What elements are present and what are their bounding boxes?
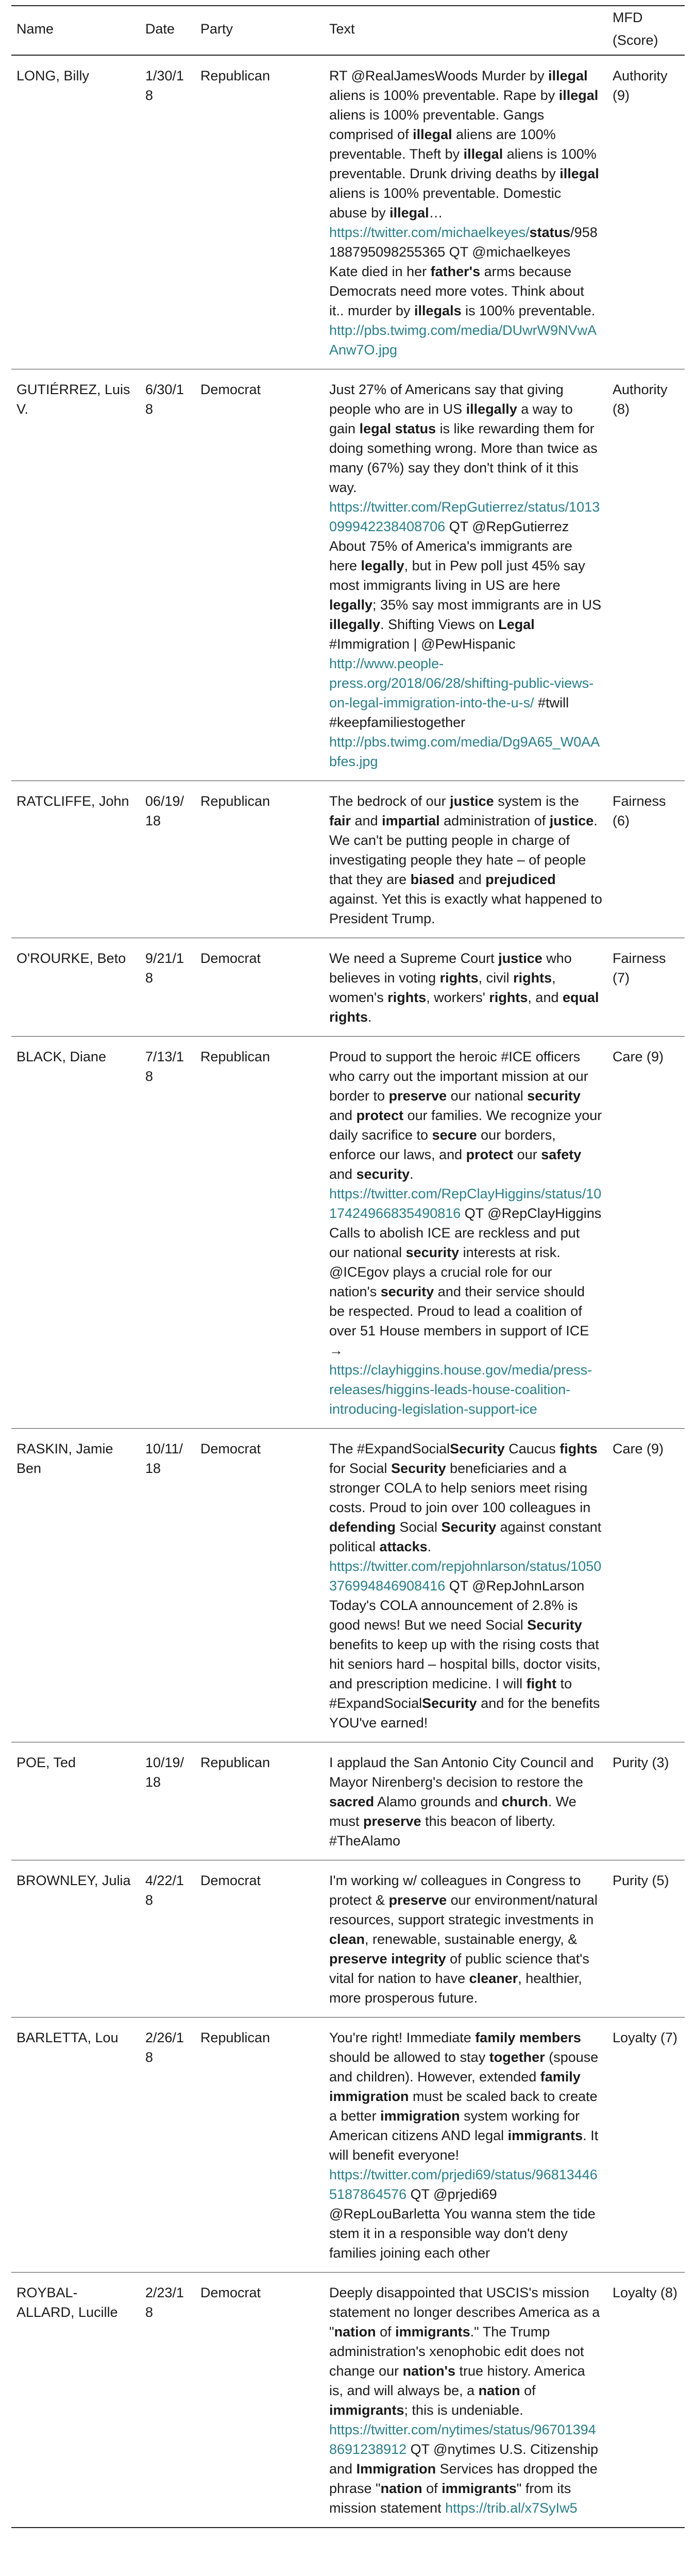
- tweet-text: The #ExpandSocial: [329, 1441, 450, 1456]
- tweet-link[interactable]: https://twitter.com/RepGutierrez/status/1013099942238408706: [329, 499, 600, 534]
- tweet-text: to #ExpandSocial: [329, 1676, 572, 1711]
- tweet-text: QT @RepJohnLarson Today's COLA announcement of 2.8% is good news! But we need Social: [329, 1578, 585, 1633]
- tweet-text: a way to gain: [329, 401, 573, 436]
- cell-date: 10/11/18: [140, 1429, 195, 1742]
- tweet-text: Proud to support the heroic #ICE officers who carry out the important mission at our border to: [329, 1049, 588, 1104]
- tweet-link[interactable]: https://twitter.com/michaelkeyes/: [329, 225, 530, 240]
- moral-foundations-table: [11, 5, 685, 2528]
- cell-text: [324, 938, 607, 1037]
- cell-text: [324, 2018, 607, 2273]
- cell-mfd: Purity (5): [607, 1860, 685, 2018]
- cell-mfd: Authority (9): [607, 55, 685, 369]
- keyword-highlight: illegal: [559, 166, 599, 181]
- keyword-highlight: impartial: [382, 813, 440, 828]
- keyword-highlight: together: [489, 2049, 545, 2065]
- keyword-highlight: status: [529, 225, 571, 240]
- tweet-text: and their service should be respected. Proud to lead a coalition of over 51 House members in support of ICE →: [329, 1284, 589, 1358]
- keyword-highlight: nation: [334, 2324, 376, 2340]
- tweet-text: of: [422, 2481, 442, 2496]
- tweet-text: #Immigration | @PewHispanic: [329, 636, 516, 652]
- tweet-text: Alamo grounds and: [374, 1794, 502, 1809]
- tweet-text: ; this is undeniable.: [404, 2402, 523, 2418]
- keyword-highlight: equal rights: [329, 990, 599, 1025]
- tweet-link[interactable]: https://twitter.com/nytimes/status/967013948691238912: [329, 2422, 596, 2457]
- table-row: [11, 938, 685, 1037]
- keyword-highlight: family members: [475, 2030, 581, 2045]
- keyword-highlight: legally: [361, 558, 404, 573]
- keyword-highlight: father's: [430, 264, 481, 279]
- tweet-link[interactable]: http://pbs.twimg.com/media/Dg9A65_W0AAbfes.jpg: [329, 734, 600, 769]
- table-row: [11, 1037, 685, 1429]
- tweet-text: Deeply disappointed that USCIS's mission statement no longer describes America as a ": [329, 2285, 600, 2340]
- keyword-highlight: cleaner: [469, 1971, 518, 1986]
- tweet-text: . We must: [329, 1794, 576, 1829]
- tweet-text: .: [410, 1166, 414, 1182]
- keyword-highlight: clean: [329, 1931, 365, 1947]
- keyword-highlight: church: [501, 1794, 548, 1809]
- header-mfd: MFD (Score): [607, 6, 685, 55]
- keyword-highlight: fight: [526, 1676, 557, 1691]
- cell-party: Republican: [195, 781, 324, 938]
- tweet-text: Services has dropped the phrase ": [329, 2461, 598, 2496]
- tweet-text: QT @prjedi69 @RepLouBarletta You wanna stem the tide stem it in a responsible way don't deny families joining each other: [329, 2187, 596, 2261]
- keyword-highlight: immigrants: [329, 2402, 404, 2418]
- tweet-text: and: [351, 813, 382, 828]
- keyword-highlight: justice: [549, 813, 594, 828]
- tweet-text: QT @RepClayHiggins Calls to abolish ICE are reckless and put our national: [329, 1206, 602, 1260]
- cell-name: RATCLIFFE, John: [11, 781, 140, 938]
- keyword-highlight: security: [405, 1245, 460, 1260]
- header-row: [11, 6, 685, 55]
- cell-mfd: Fairness (7): [607, 938, 685, 1037]
- keyword-highlight: safety: [541, 1147, 582, 1162]
- table-row: [11, 1429, 685, 1742]
- keyword-highlight: Security: [450, 1441, 505, 1456]
- keyword-highlight: immigrants: [507, 2128, 583, 2143]
- table-row: [11, 2018, 685, 2273]
- tweet-text: (spouse and children). However, extended: [329, 2049, 599, 2084]
- keyword-highlight: family immigration: [329, 2069, 581, 2104]
- keyword-highlight: rights: [513, 970, 552, 986]
- tweet-text: our: [513, 1147, 541, 1162]
- keyword-highlight: illegal: [389, 205, 429, 221]
- tweet-link[interactable]: https://trib.al/x7SyIw5: [445, 2500, 578, 2516]
- tweet-text: our environment/natural resources, support strategic investments in: [329, 1892, 598, 1927]
- keyword-highlight: rights: [489, 990, 528, 1005]
- tweet-text: and: [454, 872, 486, 887]
- tweet-text: aliens is 100% preventable. Domestic abuse by: [329, 185, 562, 221]
- cell-date: 2/23/18: [140, 2273, 195, 2528]
- tweet-text: ." The Trump administration's xenophobic edit does not change our: [329, 2324, 584, 2379]
- tweet-text: , and: [528, 990, 563, 1005]
- table-row: [11, 781, 685, 938]
- keyword-highlight: Security: [527, 1617, 582, 1633]
- cell-mfd: Loyalty (8): [607, 2273, 685, 2528]
- cell-name: ROYBAL-ALLARD, Lucille: [11, 2273, 140, 2528]
- tweet-text: system working for American citizens AND legal: [329, 2108, 580, 2143]
- table-header: [11, 6, 685, 55]
- keyword-highlight: sacred: [329, 1794, 375, 1809]
- tweet-text: and: [329, 1108, 357, 1123]
- cell-date: 7/13/18: [140, 1037, 195, 1429]
- tweet-text: QT @nytimes U.S. Citizenship and: [329, 2442, 599, 2477]
- tweet-text: …: [429, 205, 443, 221]
- cell-name: LONG, Billy: [11, 55, 140, 369]
- tweet-text: aliens is 100% preventable. Drunk driving deaths by: [329, 146, 597, 181]
- keyword-highlight: rights: [387, 990, 427, 1005]
- tweet-link[interactable]: http://www.people-press.org/2018/06/28/shifting-public-views-on-legal-immigration-into-the-u-s/: [329, 656, 594, 710]
- keyword-highlight: legal status: [359, 421, 436, 436]
- tweet-text: benefits to keep up with the rising costs that hit seniors hard – hospital bills, doctor visits, and prescription medicine. I will: [329, 1637, 601, 1691]
- tweet-text: should be allowed to stay: [329, 2049, 489, 2065]
- keyword-highlight: immigration: [380, 2108, 460, 2124]
- tweet-text: interests at risk. @ICEgov plays a crucial role for our nation's: [329, 1245, 561, 1299]
- tweet-text: this beacon of liberty. #TheAlamo: [329, 1814, 556, 1849]
- keyword-highlight: preserve integrity: [329, 1951, 446, 1967]
- keyword-highlight: nation: [478, 2383, 520, 2398]
- keyword-highlight: Security: [422, 1696, 477, 1711]
- tweet-text: beneficiaries and a stronger COLA to help seniors meet rising costs. Proud to join over 100 colleagues in: [329, 1461, 591, 1515]
- keyword-highlight: protect: [356, 1108, 404, 1123]
- tweet-text: The bedrock of our: [329, 793, 450, 809]
- tweet-text: I applaud the San Antonio City Council and Mayor Nirenberg's decision to restore the: [329, 1755, 594, 1790]
- tweet-text: Just 27% of Americans say that giving people who are in US: [329, 382, 564, 417]
- tweet-text: , healthier, more prosperous future.: [329, 1971, 582, 2006]
- tweet-text: You're right! Immediate: [329, 2030, 476, 2045]
- header-name: Name: [11, 6, 140, 55]
- tweet-text: I'm working w/ colleagues in Congress to protect &: [329, 1873, 581, 1908]
- table-row: [11, 1742, 685, 1860]
- keyword-highlight: rights: [439, 970, 479, 986]
- tweet-text: of public science that's vital for nation to have: [329, 1951, 589, 1986]
- cell-text: [324, 55, 607, 369]
- tweet-link[interactable]: https://twitter.com/RepClayHiggins/status/1017424966835490816: [329, 1186, 602, 1221]
- cell-party: Democrat: [195, 2273, 324, 2528]
- cell-name: POE, Ted: [11, 1742, 140, 1860]
- keyword-highlight: Immigration: [356, 2461, 436, 2477]
- tweet-text: .: [427, 1539, 432, 1554]
- cell-name: BROWNLEY, Julia: [11, 1860, 140, 2018]
- tweet-text: our national: [447, 1088, 528, 1104]
- cell-text: [324, 1429, 607, 1742]
- tweet-text: of: [520, 2383, 536, 2398]
- tweet-text: /958188795098255365 QT @michaelkeyes Kate died in her: [329, 225, 598, 279]
- keyword-highlight: illegal: [548, 68, 588, 83]
- table-row: [11, 369, 685, 781]
- keyword-highlight: justice: [450, 793, 494, 809]
- cell-mfd: Fairness (6): [607, 781, 685, 938]
- tweet-text: who believes in voting: [329, 951, 572, 986]
- keyword-highlight: illegally: [329, 617, 381, 632]
- cell-name: RASKIN, Jamie Ben: [11, 1429, 140, 1742]
- tweet-text: is 100% preventable.: [461, 303, 596, 318]
- tweet-text: and for the benefits YOU've earned!: [329, 1696, 600, 1731]
- cell-mfd: Care (9): [607, 1037, 685, 1429]
- tweet-text: must be scaled back to create a better: [329, 2089, 598, 2124]
- cell-date: 4/22/18: [140, 1860, 195, 2018]
- tweet-text: #twill #keepfamiliestogether: [329, 695, 569, 730]
- header-text: Text: [324, 6, 607, 55]
- cell-name: O'ROURKE, Beto: [11, 938, 140, 1037]
- tweet-text: , but in Pew poll just 45% say most immigrants living in US are here: [329, 558, 585, 593]
- tweet-text: for Social: [329, 1461, 392, 1476]
- cell-mfd: Loyalty (7): [607, 2018, 685, 2273]
- tweet-text: true history. America is, and will always be, a: [329, 2363, 585, 2398]
- cell-party: Republican: [195, 1037, 324, 1429]
- keyword-highlight: security: [380, 1284, 434, 1299]
- tweet-text: administration of: [439, 813, 550, 828]
- tweet-text: .: [368, 1009, 372, 1025]
- keyword-highlight: secure: [432, 1127, 477, 1143]
- keyword-highlight: illegal: [413, 127, 452, 142]
- cell-text: [324, 1037, 607, 1429]
- cell-text: [324, 781, 607, 938]
- tweet-link[interactable]: https://clayhiggins.house.gov/media/press-releases/higgins-leads-house-coalition-introducing-legislation-support-ice: [329, 1362, 592, 1417]
- tweet-link[interactable]: https://twitter.com/prjedi69/status/968134465187864576: [329, 2167, 598, 2202]
- tweet-text: system is the: [494, 793, 579, 809]
- cell-text: [324, 369, 607, 781]
- keyword-highlight: preserve: [363, 1814, 421, 1829]
- tweet-text: is like rewarding them for doing something wrong. More than twice as many (67%) say they don't think of it this way.: [329, 421, 598, 495]
- cell-date: 2/26/18: [140, 2018, 195, 2273]
- cell-party: Republican: [195, 2018, 324, 2273]
- tweet-text: , renewable, sustainable energy, &: [365, 1931, 578, 1947]
- tweet-text: , workers': [426, 990, 489, 1005]
- keyword-highlight: immigrants: [395, 2324, 470, 2340]
- keyword-highlight: security: [527, 1088, 581, 1104]
- tweet-text: " from its mission statement: [329, 2481, 571, 2516]
- cell-party: Democrat: [195, 938, 324, 1037]
- keyword-highlight: attacks: [379, 1539, 428, 1554]
- tweet-text: Caucus: [504, 1441, 560, 1456]
- keyword-highlight: fights: [559, 1441, 598, 1456]
- keyword-highlight: immigrants: [442, 2481, 517, 2496]
- cell-party: Democrat: [195, 369, 324, 781]
- cell-date: 9/21/18: [140, 938, 195, 1037]
- cell-text: [324, 2273, 607, 2528]
- cell-date: 6/30/18: [140, 369, 195, 781]
- keyword-highlight: security: [356, 1166, 410, 1182]
- cell-name: BLACK, Diane: [11, 1037, 140, 1429]
- keyword-highlight: fair: [329, 813, 351, 828]
- keyword-highlight: Security: [441, 1519, 497, 1535]
- cell-mfd: Authority (8): [607, 369, 685, 781]
- header-party: Party: [195, 6, 324, 55]
- tweet-text: aliens is 100% preventable. Gangs comprised of: [329, 107, 545, 142]
- tweet-text: our families. We recognize your daily sacrifice to: [329, 1108, 602, 1143]
- cell-party: Republican: [195, 55, 324, 369]
- tweet-text: of: [376, 2324, 396, 2340]
- tweet-text: We need a Supreme Court: [329, 951, 499, 966]
- table-row: [11, 55, 685, 369]
- tweet-text: and: [329, 1166, 357, 1182]
- header-date: Date: [140, 6, 195, 55]
- keyword-highlight: biased: [410, 872, 455, 887]
- keyword-highlight: protect: [466, 1147, 514, 1162]
- keyword-highlight: nation's: [402, 2363, 456, 2379]
- keyword-highlight: Security: [391, 1461, 446, 1476]
- tweet-text: , women's: [329, 970, 556, 1005]
- cell-date: 06/19/18: [140, 781, 195, 938]
- tweet-text: aliens are 100% preventable. Theft by: [329, 127, 556, 162]
- keyword-highlight: illegally: [466, 401, 517, 417]
- cell-text: [324, 1742, 607, 1860]
- tweet-text: against constant political: [329, 1519, 602, 1554]
- tweet-text: RT @RealJamesWoods Murder by: [329, 68, 549, 83]
- tweet-text: QT @RepGutierrez About 75% of America's immigrants are here: [329, 519, 572, 573]
- cell-party: Democrat: [195, 1860, 324, 2018]
- cell-text: [324, 1860, 607, 2018]
- cell-party: Republican: [195, 1742, 324, 1860]
- cell-name: BARLETTA, Lou: [11, 2018, 140, 2273]
- cell-party: Democrat: [195, 1429, 324, 1742]
- keyword-highlight: defending: [329, 1519, 396, 1535]
- tweet-text: . We can't be putting people in charge of investigating people they hate – of people that they are: [329, 813, 598, 887]
- table-row: [11, 1860, 685, 2018]
- keyword-highlight: illegals: [414, 303, 462, 318]
- table-row: [11, 2273, 685, 2528]
- keyword-highlight: justice: [498, 951, 542, 966]
- tweet-text: . It will benefit everyone!: [329, 2128, 599, 2163]
- tweet-text: aliens is 100% preventable. Rape by: [329, 88, 559, 103]
- keyword-highlight: nation: [380, 2481, 422, 2496]
- cell-mfd: Care (9): [607, 1429, 685, 1742]
- table-body: [11, 55, 685, 2528]
- tweet-text: Social: [396, 1519, 442, 1535]
- cell-date: 1/30/18: [140, 55, 195, 369]
- tweet-text: ; 35% say most immigrants are in US: [372, 597, 602, 613]
- tweet-text: arms because Democrats need more votes. Think about it.. murder by: [329, 264, 584, 318]
- tweet-text: our borders, enforce our laws, and: [329, 1127, 556, 1162]
- cell-mfd: Purity (3): [607, 1742, 685, 1860]
- tweet-link[interactable]: http://pbs.twimg.com/media/DUwrW9NVwAAnw7O.jpg: [329, 323, 597, 358]
- keyword-highlight: prejudiced: [485, 872, 556, 887]
- keyword-highlight: illegal: [463, 146, 503, 162]
- tweet-link[interactable]: https://twitter.com/repjohnlarson/status/1050376994846908416: [329, 1558, 602, 1594]
- keyword-highlight: legally: [329, 597, 373, 613]
- tweet-text: against. Yet this is exactly what happened to President Trump.: [329, 891, 602, 926]
- keyword-highlight: preserve: [388, 1892, 447, 1908]
- cell-name: GUTIÉRREZ, Luis V.: [11, 369, 140, 781]
- tweet-text: . Shifting Views on: [380, 617, 499, 632]
- keyword-highlight: Legal: [498, 617, 535, 632]
- keyword-highlight: preserve: [388, 1088, 447, 1104]
- cell-date: 10/19/18: [140, 1742, 195, 1860]
- tweet-text: , civil: [478, 970, 514, 986]
- keyword-highlight: illegal: [558, 88, 599, 103]
